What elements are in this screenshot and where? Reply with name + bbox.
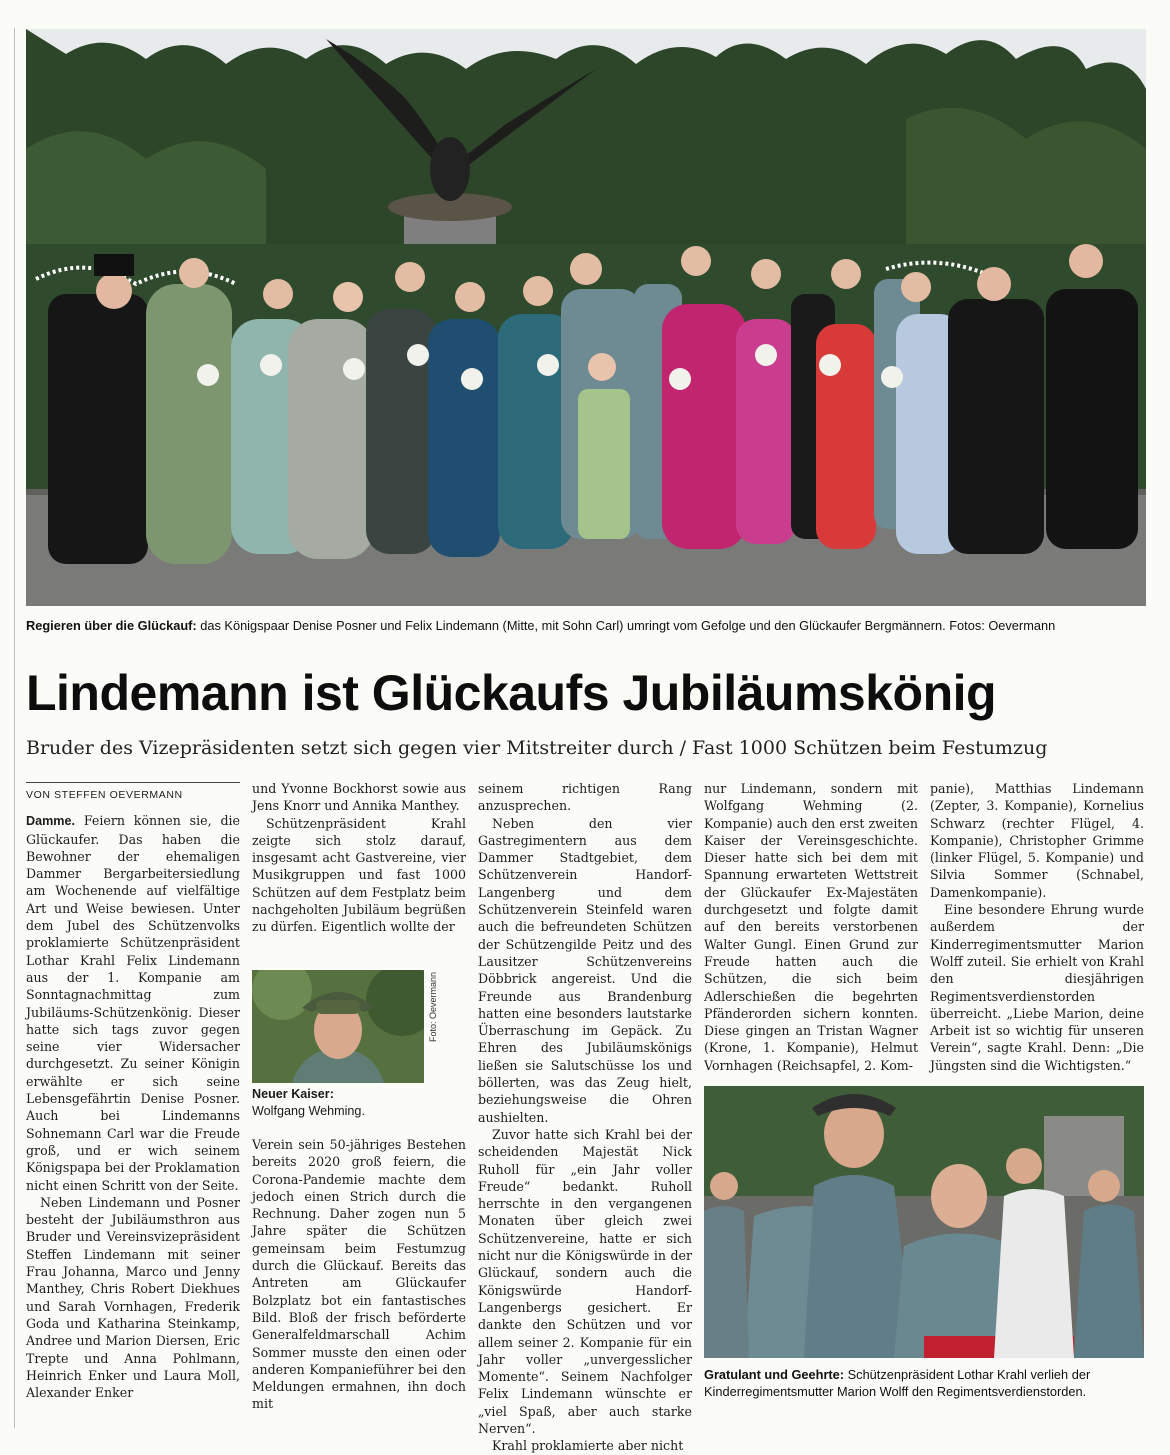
article-subheadline: Bruder des Vizepräsidenten setzt sich gegen vier Mitstreiter durch / Fast 1000 Schützen beim Festumzug (26, 737, 1048, 759)
paragraph: und Yvonne Bockhorst sowie aus Jens Knorr und Annika Manthey. (252, 781, 466, 814)
paragraph: Zuvor hatte sich Krahl bei der scheidenden Majestät Nick Ruholl für „ein Jahr voller Freude“ bedankt. Ruholl herrschte in den vergangenen Monaten über gleich zwei Schützenvereine, hatte er sich nicht nur die Königswürde in der Glückauf, sondern auch die Königswürde Handorf-Langenbergs gesichert. Er dankte den Schützen und vor allem seiner 2. Kompanie für ein Jahr voller „unvergesslicher Momente“. Seinem Nachfolger Felix Lindemann wünschte er „viel Spaß, aber auch starke Nerven“. (478, 1126, 692, 1436)
top-photo-caption (26, 617, 1156, 634)
column-1 (26, 782, 240, 1401)
bottom-photo (704, 1086, 1144, 1358)
award-photo-illustration (704, 1086, 1144, 1358)
group-photo-illustration (26, 29, 1146, 606)
column-4 (704, 780, 918, 1074)
paragraph: Eine besondere Ehrung wurde außerdem der Kinderregimentsmutter Marion Wolff zuteil. Sie erhielt von Krahl den diesjährigen Regimentsverdienstorden überreicht. „Liebe Marion, deine Arbeit ist so wichtig für unseren Verein“, sagte Krahl. Denn: „Die Jüngsten sind die Wichtigsten.“ (930, 902, 1144, 1073)
column-5 (930, 780, 1144, 1074)
paragraph: Neben Lindemann und Posner besteht der Jubiläumsthron aus Bruder und Vereinsvizepräsident Steffen Lindemann mit seiner Frau Johanna, Marco und Jenny Manthey, Chris Robert Diekhues und Sarah Vornhagen, Frederik Goda und Katharina Steinkamp, Andree und Marion Diersen, Eric Trepte und Anna Pohlmann, Heinrich Enker und Laura Moll, Alexander Enker (26, 1194, 240, 1401)
paragraph: Verein sein 50-jähriges Bestehen bereits 2020 groß feiern, die Corona-Pandemie machte dem jedoch einen Strich durch die Rechnung. Daher zogen nun 5 Jahre später die Schützen gemeinsam beim Festumzug durch die Glückauf. Bereits das Antreten am Glückaufer Bolzplatz bot ein fantastisches Bild. Bloß der frisch beförderte Generalfeldmarschall Achim Sommer musste den einen oder anderen Kompanieführer bei den Meldungen ermahnen, ihn doch mit (252, 1137, 466, 1412)
paragraph: Damme. Feiern können sie, die Glückaufer. Das haben die Bewohner der ehemaligen Dammer Bergarbeitersiedlung am Wochenende auf vielfältige Art und Weise bewiesen. Unter dem Jubel des Schützenvolks proklamierte Schützenpräsident Lothar Krahl Felix Lindemann aus der 1. Kompanie am Sonntagnachmittag zum Jubiläums-Schützenkönig. Dieser hatte sich tags zuvor gegen seine vier Widersacher durchgesetzt. Zu seiner Königin erwählte er sich seine Lebensgefährtin Denise Posner. Auch bei Lindemanns Sohnemann Carl war die Freude groß, und er wich seinem Königspapa bei der Proklamation nicht einen Schritt von der Seite. (26, 813, 240, 1193)
paragraph: seinem richtigen Rang anzusprechen. (478, 781, 692, 814)
paragraph: nur Lindemann, sondern mit Wolfgang Wehming (2. Kompanie) auch den erst zweiten Kaiser der Vereinsgeschichte. Dieser hatte sich bei dem mit Spannung erwarteten Wettstreit der Glückaufer Ex-Majestäten durchgesetzt und folgte damit auf den bereits verstorbenen Walter Gungl. Einen Grund zur Freude hatten auch die Schützen, die sich beim Adlerschießen die begehrten Pfänderorden sichern konnten. Diese gingen an Tristan Wagner (Krone, 1. Kompanie), Helmut Vornhagen (Reichsapfel, 2. Kom- (704, 781, 918, 1073)
portrait-credit: Foto: Oevermann (428, 972, 438, 1043)
portrait-illustration (252, 970, 424, 1083)
paragraph: Neben den vier Gastregimentern aus dem Dammer Stadtgebiet, dem Schützenverein Handorf-Langenberg und dem Schützenverein Steinfeld waren auch die befreundeten Schützen der Schützengilde Peitz und des Lausitzer Schützenvereins Döbbrick angereist. Und die Freunde aus Brandenburg hatten eine besonders lautstarke Überraschung im Gepäck. Zu Ehren des Jubiläumskönigs ließen sie Salutschüsse los und böllerten, was das Zeug hielt, beziehungsweise die Ohren aushielten. (478, 815, 692, 1125)
byline: VON STEFFEN OEVERMANN (26, 782, 240, 804)
article-headline: Lindemann ist Glückaufs Jubiläumskönig (26, 665, 997, 721)
portrait-photo (252, 970, 424, 1083)
dateline: Damme. (26, 814, 75, 829)
paragraph: panie), Matthias Lindemann (Zepter, 3. Kompanie), Kornelius Schwarz (rechter Flügel, 4. Kompanie), Christopher Grimme (linker Flügel, 5. Kompanie) und Silvia Sommer (Schnabel, Damenkompanie). (930, 781, 1144, 900)
paragraph: Schützenpräsident Krahl zeigte sich stolz darauf, insgesamt acht Gastvereine, vier Musikgruppen und fast 1000 Schützen auf dem Festplatz beim nachgeholten Jubiläum begrüßen zu dürfen. Eigentlich wollte der (252, 815, 466, 935)
paragraph: Krahl proklamierte aber nicht (492, 1438, 684, 1454)
column-2 (252, 780, 466, 936)
portrait-caption: Neuer Kaiser: Wolfgang Wehming. (252, 1087, 365, 1118)
column-3 (478, 780, 692, 1455)
column-2-continued (252, 1136, 466, 1413)
caption-lead: Regieren über die Glückauf: (26, 618, 197, 633)
top-photo (26, 29, 1146, 606)
caption-text: das Königspaar Denise Posner und Felix Lindemann (Mitte, mit Sohn Carl) umringt vom Gefolge und den Glückaufer Bergmännern. Fotos: Oevermann (196, 618, 1056, 633)
bottom-photo-caption: Gratulant und Geehrte: Schützenpräsident Lothar Krahl verlieh der Kinderregimentsmutter Marion Wolff den Regimentsverdienstorden. (704, 1367, 1091, 1399)
column-rule (14, 28, 15, 1428)
